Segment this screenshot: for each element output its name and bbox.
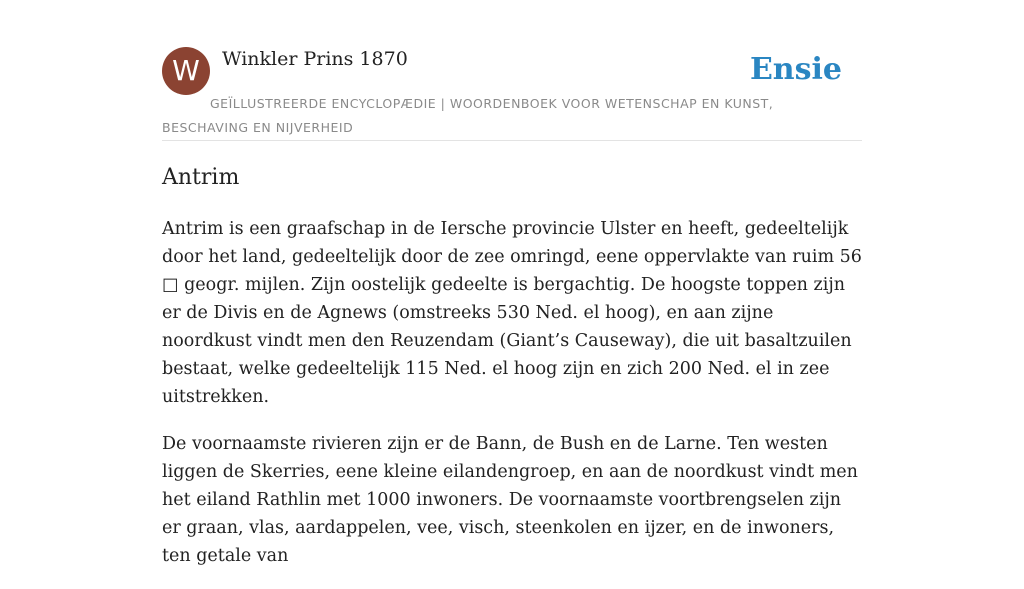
ensie-logo[interactable]: Ensie xyxy=(749,52,842,87)
article-title: Antrim xyxy=(162,165,240,190)
source-title-link[interactable]: Winkler Prins 1870 xyxy=(222,48,408,70)
article-paragraph: Antrim is een graafschap in de Iersche provincie Ulster en heeft, gedeeltelijk door het land, gedeeltelijk door de zee omringd, eene oppervlakte van ruim 56 □ geogr. mijlen. Zijn oostelijk gedeelte is bergachtig. De hoogste toppen zijn er de Divis en de Agnews (omstreeks 530 Ned. el hoog), en aan zijne noordkust vindt men den Reuzendam (Giant’s Causeway), die uit basaltzuilen bestaat, welke gedeeltelijk 115 Ned. el hoog zijn en zich 200 Ned. el in zee uitstrekken. xyxy=(162,219,862,407)
source-header xyxy=(162,47,862,141)
article-body xyxy=(162,215,862,589)
article-paragraph: De voornaamste rivieren zijn er de Bann, de Bush en de Larne. Ten westen liggen de Skerries, eene kleine eilandengroep, en aan de noordkust vindt men het eiland Rathlin met 1000 inwoners. De voornaamste voortbrengselen zijn er graan, vlas, aardappelen, vee, visch, steenkolen en ijzer, en de inwoners, ten getale van xyxy=(162,434,858,566)
source-avatar[interactable]: W xyxy=(162,47,210,95)
source-subtitle: GEÏLLUSTREERDE ENCYCLOPÆDIE | WOORDENBOEK VOOR WETENSCHAP EN KUNST, BESCHAVING EN NIJVERHEID xyxy=(162,96,774,135)
